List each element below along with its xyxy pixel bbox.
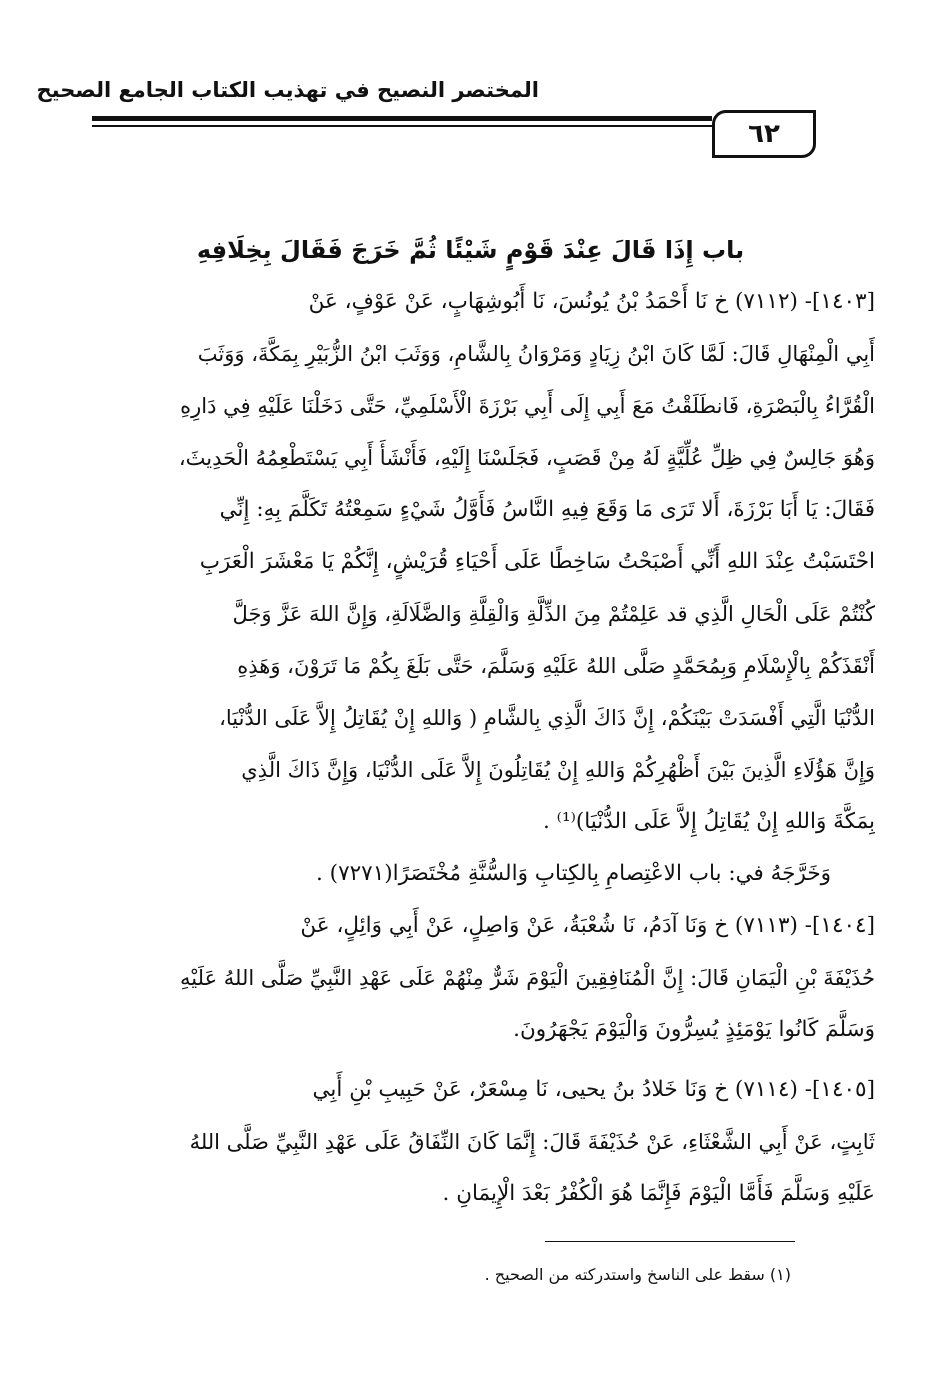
page-number-box	[712, 110, 816, 158]
text-line: حُذَيْفَةَ بْنِ الْيَمَانِ قَالَ: إِنَّ الْمُنَافِقِينَ الْيَوْمَ شَرٌّ مِنْهُمْ عَلَى عَهْدِ النَّبِيِّ صَلَّى اللهُ عَلَيْهِ	[180, 966, 875, 990]
text-line: وَخَرَّجَهُ في: باب الاعْتِصامِ بِالكِتابِ وَالسُّنَّةِ مُخْتَصَرًا(٧٢٧١) .	[316, 861, 831, 886]
header-rule-thin	[92, 125, 712, 127]
text-line: أَنْقَذَكُمْ بِالْإِسْلَامِ وَبِمُحَمَّدٍ صَلَّى اللهُ عَلَيْهِ وَسَلَّمَ، حَتَّى بَلَغَ بِكُمْ مَا تَرَوْنَ، وَهَذِهِ	[237, 654, 875, 678]
text-line: [١٤٠٣]- (٧١١٢) خ نَا أَحْمَدُ بْنُ يُونُسَ، نَا أَبُوشِهَابٍ، عَنْ عَوْفٍ، عَنْ	[308, 289, 875, 314]
text-line: وَهُوَ جَالِسٌ فِي ظِلِّ عُلِّيَّةٍ لَهُ مِنْ قَصَبٍ، فَجَلَسْنَا إِلَيْهِ، فَأَنْشَأَ أَبِي يَسْتَطْعِمُهُ الْحَدِيثَ،	[178, 446, 875, 470]
text-line: أَبِي الْمِنْهَالِ قَالَ: لَمَّا كَانَ ابْنُ زِيَادٍ وَمَرْوَانُ بِالشَّامِ، وَوَثَبَ ابْنُ الزُّبَيْرِ بِمَكَّةَ، وَوَثَبَ	[197, 342, 875, 366]
text-line: وَسَلَّمَ كَانُوا يَوْمَئِذٍ يُسِرُّونَ وَالْيَوْمَ يَجْهَرُونَ.	[513, 1017, 875, 1042]
chapter-heading: باب إِذَا قَالَ عِنْدَ قَوْمٍ شَيْئًا ثُمَّ خَرَجَ فَقَالَ بِخِلَافِهِ	[196, 236, 745, 264]
text-line: عَلَيْهِ وَسَلَّمَ فَأَمَّا الْيَوْمَ فَإِنَّمَا هُوَ الْكُفْرُ بَعْدَ الْإِيمَانِ .	[442, 1181, 875, 1206]
running-title: المختصر النصيح في تهذيب الكتاب الجامع الصحيح	[36, 78, 539, 102]
text-line: بِمَكَّةَ وَاللهِ إِنْ يُقَاتِلُ إِلاَّ عَلَى الدُّنْيَا)⁽¹⁾ .	[543, 809, 875, 834]
text-line: الدُّنْيَا الَّتِي أَفْسَدَتْ بَيْنَكُمْ، إِنَّ ذَاكَ الَّذِي بِالشَّامِ ( وَاللهِ إِنْ يُقَاتِلُ إِلاَّ عَلَى الدُّنْيَا،	[219, 706, 875, 730]
footnote-rule	[545, 1241, 795, 1242]
page-number: ٦٢	[748, 119, 780, 149]
footnote: (١) سقط على الناسخ واستدركته من الصحيح .	[484, 1265, 791, 1284]
text-line: احْتَسَبْتُ عِنْدَ اللهِ أَنِّي أَصْبَحْتُ سَاخِطًا عَلَى أَحْيَاءِ قُرَيْشٍ، إِنَّكُمْ يَا مَعْشَرَ الْعَرَبِ	[199, 549, 875, 574]
text-line: الْقُرَّاءُ بِالْبَصْرَةِ، فَانطَلَقْتُ مَعَ أَبِي إِلَى أَبِي بَرْزَةَ الْأَسْلَمِيِّ، حَتَّى دَخَلْنَا عَلَيْهِ فِي دَارِهِ	[180, 394, 875, 418]
text-line: وَإِنَّ هَؤُلَاءِ الَّذِينَ بَيْنَ أَظْهُرِكُمْ وَاللهِ إِنْ يُقَاتِلُونَ إِلاَّ عَلَى الدُّنْيَا، وَإِنَّ ذَاكَ الَّذِي	[241, 758, 875, 782]
text-line: فَقَالَ: يَا أَبَا بَرْزَةَ، أَلا تَرَى مَا وَقَعَ فِيهِ النَّاسُ فَأَوَّلُ شَيْءٍ سَمِعْتُهُ تَكَلَّمَ بِهِ: إِنِّي	[219, 497, 875, 522]
text-line: كُنْتُمْ عَلَى الْحَالِ الَّذِي قد عَلِمْتُمْ مِنَ الذِّلَّةِ وَالْقِلَّةِ وَالضَّلَالَةِ، وَإِنَّ اللهَ عَزَّ وَجَلَّ	[232, 602, 875, 626]
text-line: [١٤٠٤]- (٧١١٣) خ وَنَا آدَمُ، نَا شُعْبَةُ، عَنْ وَاصِلٍ، عَنْ أَبِي وَائِلٍ، عَنْ	[300, 913, 875, 938]
header-rule	[92, 116, 712, 121]
text-line: [١٤٠٥]- (٧١١٤) خ وَنَا خَلادُ بنُ يحيى، نَا مِسْعَرٌ، عَنْ حَبِيبِ بْنِ أَبِي	[312, 1077, 875, 1102]
text-line: ثَابِتٍ، عَنْ أَبِي الشَّعْثَاءِ، عَنْ حُذَيْفَةَ قَالَ: إِنَّمَا كَانَ النِّفَاقُ عَلَى عَهْدِ النَّبِيِّ صَلَّى اللهُ	[189, 1130, 875, 1154]
